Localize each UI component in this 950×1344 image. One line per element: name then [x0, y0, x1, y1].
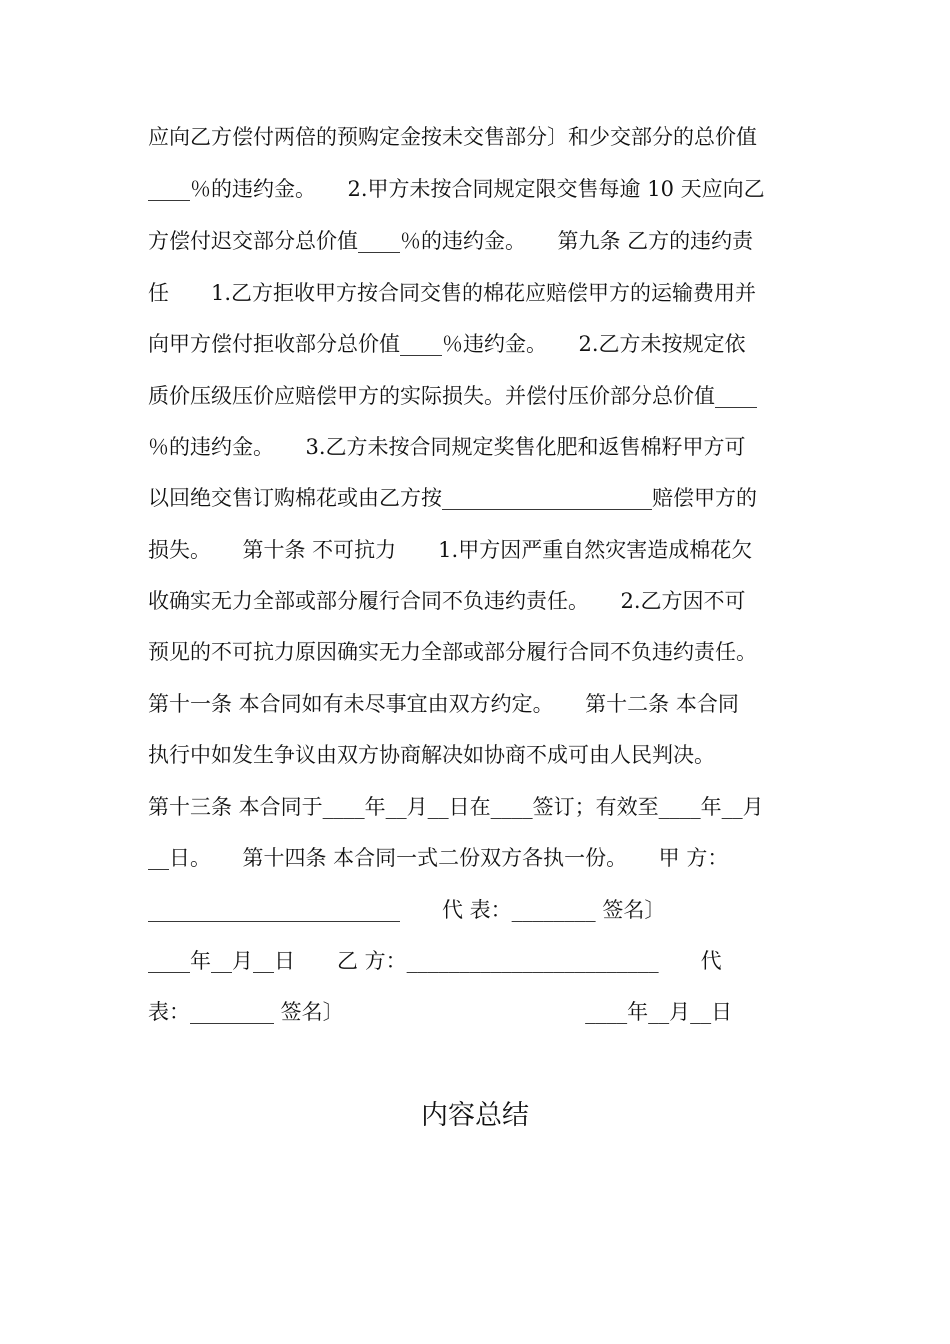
body-line-5: 向甲方偿付拒收部分总价值____％违约金。 2.乙方未按规定依: [148, 332, 746, 356]
summary-title: 内容总结: [421, 1100, 529, 1131]
body-line-17: ____年__月__日 乙 方：________________________ 代: [148, 949, 722, 973]
body-line-6: 质价压级压价应赔偿甲方的实际损失。并偿付压价部分总价值____: [148, 384, 757, 408]
body-line-2: ____％的违约金。 2.甲方未按合同规定限交售每逾 10 天应向乙: [148, 177, 765, 201]
body-line-11: 预见的不可抗力原因确实无力全部或部分履行合同不负违约责任。: [148, 640, 757, 664]
body-line-1: 应向乙方偿付两倍的预购定金按未交售部分〕和少交部分的总价值: [148, 125, 757, 149]
body-line-12: 第十一条 本合同如有未尽事宜由双方约定。 第十二条 本合同: [148, 692, 739, 716]
body-line-18: 表：________ 签名〕 ____年__月__日: [148, 1000, 733, 1024]
body-line-13: 执行中如发生争议由双方协商解决如协商不成可由人民判决。: [148, 743, 715, 767]
body-line-9: 损失。 第十条 不可抗力 1.甲方因严重自然灾害造成棉花欠: [148, 538, 753, 562]
body-line-10: 收确实无力全部或部分履行合同不负违约责任。 2.乙方因不可: [148, 589, 746, 613]
body-line-7: ％的违约金。 3.乙方未按合同规定奖售化肥和返售棉籽甲方可: [148, 435, 746, 459]
body-line-16: ________________________ 代 表：________ 签名〕: [148, 898, 666, 922]
body-line-4: 任 1.乙方拒收甲方按合同交售的棉花应赔偿甲方的运输费用并: [148, 281, 757, 305]
body-line-15: __日。 第十四条 本合同一式二份双方各执一份。 甲 方：: [148, 846, 729, 870]
body-line-8: 以回绝交售订购棉花或由乙方按____________________赔偿甲方的: [148, 486, 757, 510]
body-line-3: 方偿付迟交部分总价值____％的违约金。 第九条 乙方的违约责: [148, 229, 754, 253]
body-line-14: 第十三条 本合同于____年__月__日在____签订；有效至____年__月: [148, 795, 764, 819]
